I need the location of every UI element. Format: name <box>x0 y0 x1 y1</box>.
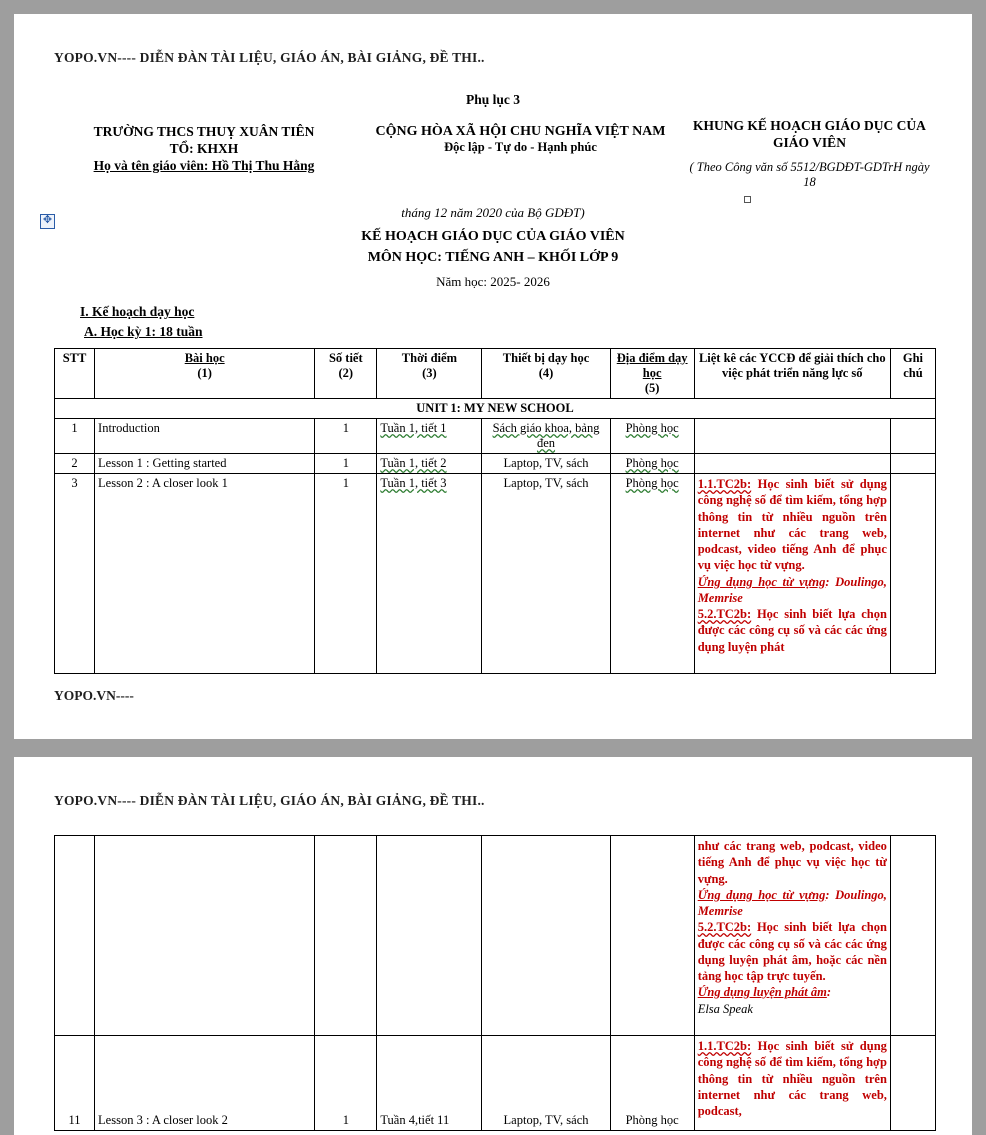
yccd-app2-name: Elsa Speak <box>697 1001 753 1016</box>
school-name: TRƯỜNG THCS THUỴ XUÂN TIÊN <box>93 124 315 139</box>
plan-center-block <box>54 205 932 290</box>
document-page-1 <box>14 14 972 739</box>
col-header-thiet-bi-sub: (4) <box>538 366 554 380</box>
section-a-heading: A. Học kỳ 1: 18 tuần <box>84 324 203 339</box>
yccd-cont-text: như các trang web, podcast, video tiếng Anh để phục vụ việc học từ vựng. <box>697 839 887 886</box>
col-header-dia-diem-sub: (5) <box>644 381 660 395</box>
cell-yccd <box>694 419 890 454</box>
cell-thiet-bi: Laptop, TV, sách <box>482 474 610 674</box>
col-header-yccd <box>694 349 890 399</box>
cell-dia-diem: Phòng học <box>610 474 694 674</box>
cell-thoi-diem: Tuần 1, tiết 3 <box>377 474 482 674</box>
cell-yccd <box>694 474 890 674</box>
plan-title-block <box>687 118 932 191</box>
cell-so-tiet: 1 <box>315 419 377 454</box>
cell-ghi-chu <box>890 1036 935 1131</box>
yccd-text-1: Học sinh biết sử dụng công nghệ số để tìm kiếm, tổng hợp thông tin từ nhiều nguồn trên internet như các trang web, podcast, video tiếng Anh để phục vụ việc học từ vựng. <box>697 477 887 573</box>
cell-dia-diem: Phòng học <box>610 419 694 454</box>
country-motto: Độc lập - Tự do - Hạnh phúc <box>444 140 597 154</box>
cell-thoi-diem: Tuần 4,tiết 11 <box>377 1036 482 1131</box>
cell-thiet-bi: Sách giáo khoa, bảng đen <box>482 419 610 454</box>
yccd-code-1: 1.1.TC2b: <box>697 477 752 491</box>
table-row <box>55 1036 936 1131</box>
cell-thiet-bi <box>482 836 610 1036</box>
anchor-square-marker <box>744 196 751 203</box>
watermark-header-page1: YOPO.VN---- DIỄN ĐÀN TÀI LIỆU, GIÁO ÁN, BÀI GIẢNG, ĐỀ THI.. <box>54 50 485 65</box>
cell-thiet-bi: Laptop, TV, sách <box>482 1036 610 1131</box>
col-header-stt <box>55 349 95 399</box>
cell-yccd <box>694 1036 890 1131</box>
cell-ghi-chu <box>890 419 935 454</box>
plan-title: KHUNG KẾ HOẠCH GIÁO DỤC CỦA GIÁO VIÊN <box>693 118 926 150</box>
teaching-plan-table-page2 <box>54 835 936 1131</box>
cell-bai-hoc <box>95 836 315 1036</box>
cell-yccd <box>694 454 890 474</box>
table-move-handle-icon[interactable]: ✥ <box>40 214 55 229</box>
col-header-so-tiet-label: Số tiết <box>328 351 363 365</box>
unit-title: UNIT 1: MY NEW SCHOOL <box>55 399 936 419</box>
table-row <box>55 474 936 674</box>
table-header-row <box>55 349 936 399</box>
yccd-app-label: Ứng dụng học từ vựng <box>697 887 826 902</box>
yccd-app-label: Ứng dụng học từ vựng <box>697 574 826 589</box>
yccd-app2-label: Ứng dụng luyện phát âm <box>697 985 827 1000</box>
col-header-yccd-label: Liệt kê các YCCĐ để giải thích cho việc phát triển năng lực số <box>698 351 886 380</box>
yccd-app2-value: : <box>826 985 832 1000</box>
col-header-dia-diem <box>610 349 694 399</box>
yccd-app-value: : Doulingo, Memrise <box>697 887 887 918</box>
document-page-2 <box>14 757 972 1135</box>
col-header-thoi-diem-label: Thời điểm <box>401 351 457 365</box>
country-name: CỘNG HÒA XÃ HỘI CHU NGHĨA VIỆT NAM <box>375 124 666 139</box>
watermark-header-page2: YOPO.VN---- DIỄN ĐÀN TÀI LIỆU, GIÁO ÁN, BÀI GIẢNG, ĐỀ THI.. <box>54 793 485 808</box>
col-header-thoi-diem <box>377 349 482 399</box>
col-header-ghi-chu-label: Ghi chú <box>902 351 924 380</box>
cell-so-tiet: 1 <box>315 454 377 474</box>
cell-thoi-diem: Tuần 1, tiết 1 <box>377 419 482 454</box>
yccd-app-value: : Doulingo, Memrise <box>697 574 887 605</box>
cell-so-tiet: 1 <box>315 474 377 674</box>
col-header-stt-label: STT <box>62 351 87 365</box>
watermark-footer-page1: YOPO.VN---- <box>54 688 134 703</box>
table-row <box>55 419 936 454</box>
cell-stt: 3 <box>55 474 95 674</box>
cell-thiet-bi: Laptop, TV, sách <box>482 454 610 474</box>
cell-ghi-chu <box>890 836 935 1036</box>
plan-main-title: KẾ HOẠCH GIÁO DỤC CỦA GIÁO VIÊN <box>361 229 625 244</box>
cell-so-tiet: 1 <box>315 1036 377 1131</box>
plan-reference: ( Theo Công văn số 5512/BGDĐT-GDTrH ngày 18 <box>689 159 930 190</box>
cell-dia-diem: Phòng học <box>610 454 694 474</box>
col-header-so-tiet <box>315 349 377 399</box>
cell-stt <box>55 836 95 1036</box>
col-header-bai-hoc <box>95 349 315 399</box>
cell-bai-hoc: Lesson 1 : Getting started <box>95 454 315 474</box>
phu-luc-title: Phụ lục 3 <box>465 92 520 107</box>
col-header-bai-hoc-sub: (1) <box>197 366 212 380</box>
cell-ghi-chu <box>890 474 935 674</box>
cell-dia-diem: Phòng học <box>610 1036 694 1131</box>
yccd-code-1: 1.1.TC2b: <box>697 1039 752 1053</box>
circular-date: tháng 12 năm 2020 của Bộ GDĐT) <box>401 205 585 220</box>
col-header-bai-hoc-label: Bài học <box>184 351 225 365</box>
table-unit-row <box>55 399 936 419</box>
cell-so-tiet <box>315 836 377 1036</box>
yccd-code-2: 5.2.TC2b: <box>697 920 752 935</box>
school-year: Năm học: 2025- 2026 <box>436 274 550 289</box>
teacher-name: Họ và tên giáo viên: Hồ Thị Thu Hằng <box>93 157 315 173</box>
cell-bai-hoc: Introduction <box>95 419 315 454</box>
col-header-thoi-diem-sub: (3) <box>422 366 437 380</box>
table-row-continued <box>55 836 936 1036</box>
cell-stt: 1 <box>55 419 95 454</box>
section-i-heading: I. Kế hoạch dạy học <box>80 304 195 319</box>
cell-stt: 11 <box>55 1036 95 1131</box>
cell-bai-hoc: Lesson 3 : A closer look 2 <box>95 1036 315 1131</box>
cell-yccd <box>694 836 890 1036</box>
col-header-so-tiet-sub: (2) <box>338 366 354 380</box>
department-name: TỔ: KHXH <box>169 140 239 156</box>
yccd-text-2: Học sinh biết lựa chọn được các công cụ số và các các ứng dụng luyện phát âm, hoặc các nền tảng học tập trực tuyến. <box>697 920 887 983</box>
col-header-ghi-chu <box>890 349 935 399</box>
col-header-dia-diem-label: Địa điểm dạy học <box>616 351 688 380</box>
cell-ghi-chu <box>890 454 935 474</box>
yccd-text-1: Học sinh biết sử dụng công nghệ số để tìm kiếm, tổng hợp thông tin từ nhiều nguồn trên internet như các trang web, podcast, <box>697 1039 887 1118</box>
school-info-block <box>54 118 354 175</box>
cell-thoi-diem: Tuần 1, tiết 2 <box>377 454 482 474</box>
cell-thoi-diem <box>377 836 482 1036</box>
yccd-text-2: Học sinh biết lựa chọn được các công cụ số và các các ứng dụng luyện phát <box>697 607 887 654</box>
teaching-plan-table-page1 <box>54 348 936 674</box>
yccd-code-2: 5.2.TC2b: <box>697 607 752 621</box>
national-heading-block <box>356 118 686 155</box>
col-header-thiet-bi <box>482 349 610 399</box>
subject-title: MÔN HỌC: TIẾNG ANH – KHỐI LỚP 9 <box>367 250 619 265</box>
table-row <box>55 454 936 474</box>
cell-bai-hoc: Lesson 2 : A closer look 1 <box>95 474 315 674</box>
cell-dia-diem <box>610 836 694 1036</box>
cell-stt: 2 <box>55 454 95 474</box>
col-header-thiet-bi-label: Thiết bị dạy học <box>502 351 590 365</box>
